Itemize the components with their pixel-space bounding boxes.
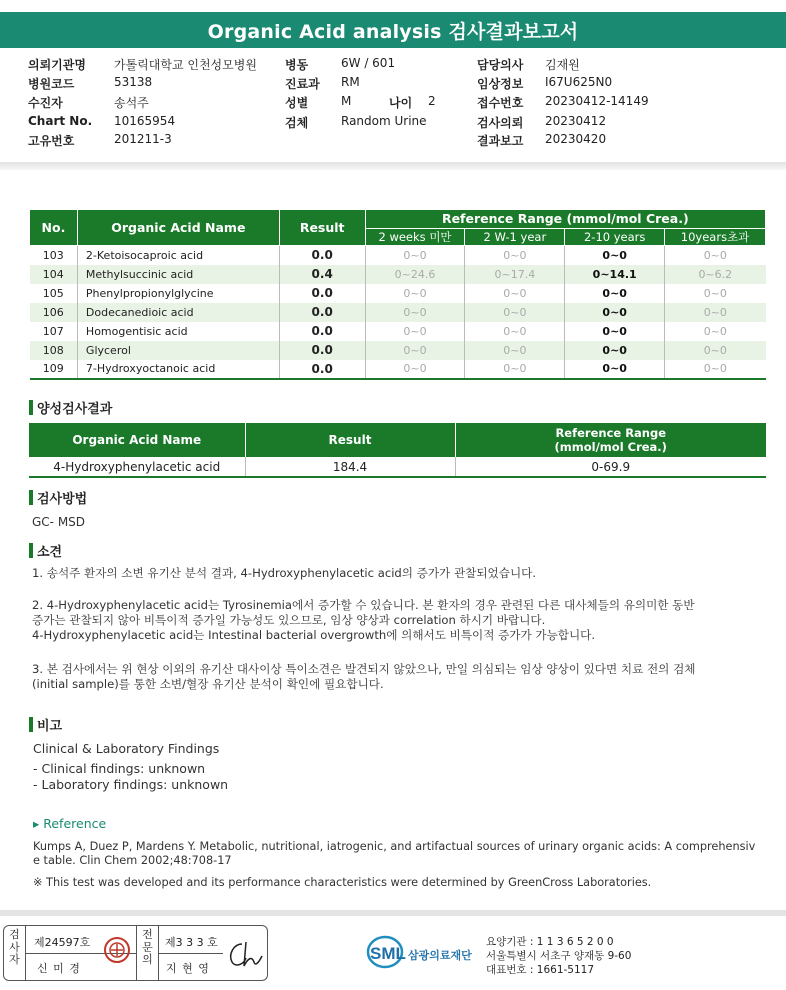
info-label: 접수번호 — [477, 96, 524, 110]
cell-ref: 0~0 — [465, 341, 565, 360]
findings-section-heading — [29, 541, 62, 560]
cell-result: 0.0 — [279, 246, 365, 265]
method-section-heading — [29, 488, 87, 507]
info-label: 나이 — [389, 96, 413, 110]
lab-line: 요양기관 : 1 1 3 6 5 2 0 0 — [486, 936, 614, 948]
remarks-text — [33, 741, 228, 793]
findings-line: 증가는 관찰되지 않아 비특이적 증가일 가능성도 있으므로, 임상 양상과 correlation 하시기 바랍니다. — [32, 613, 546, 627]
table-row — [30, 303, 766, 322]
cell-ref: 0~0 — [703, 286, 727, 300]
section-marker — [29, 490, 33, 505]
cell-no: 109 — [30, 360, 78, 379]
findings-p2 — [32, 598, 762, 643]
divider — [159, 953, 223, 954]
section-marker — [29, 717, 33, 732]
findings-line: (initial sample)를 통한 소변/혈장 유기산 분석이 확인에 필요합니다. — [32, 677, 384, 691]
cell-ref: 0~0 — [465, 246, 565, 265]
info-value: I67U625N0 — [545, 75, 613, 89]
cell-result: 0.0 — [279, 322, 365, 341]
cell-ref: 0~0 — [703, 324, 727, 338]
cell-ref: 0-69.9 — [455, 457, 766, 477]
approver-label — [137, 926, 159, 980]
ref-col-header: 2 W-1 year — [465, 228, 565, 246]
cell-result: 0.0 — [279, 284, 365, 303]
footer-separator — [0, 910, 786, 916]
info-label: 의뢰기관명 — [28, 58, 86, 72]
signature-box — [3, 925, 268, 981]
section-marker — [29, 543, 33, 558]
cell-result: 184.4 — [245, 457, 455, 477]
remarks-section-heading — [29, 715, 62, 734]
lab-logo — [366, 933, 478, 973]
cell-ref: 0~17.4 — [465, 265, 565, 284]
ref-header-line: Reference Range — [555, 426, 667, 440]
info-label: 진료과 — [285, 77, 320, 91]
cell-ref: 0~0 — [365, 284, 465, 303]
lab-info — [486, 935, 631, 977]
findings-line: 2. 4-Hydroxyphenylacetic acid는 Tyrosinemia에서 증가할 수 있습니다. 본 환자의 경우 관련된 다른 대사체들의 유의미한 동반 — [32, 598, 695, 612]
cell-name: Methylsuccinic acid — [77, 265, 279, 284]
reference-line: e table. Clin Chem 2002;48:708-17 — [33, 854, 232, 867]
findings-line: 3. 본 검사에서는 위 현상 이외의 유기산 대사이상 특이소견은 발견되지 않았으나, 만일 의심되는 임상 양상이 있다면 치료 전의 검체 — [32, 662, 696, 676]
info-label: 고유번호 — [28, 134, 75, 148]
cell-ref: 0~0 — [465, 360, 565, 379]
cell-result: 0.4 — [279, 265, 365, 284]
table-row — [30, 246, 766, 265]
info-value: M — [341, 94, 352, 108]
results-table — [29, 209, 766, 380]
cell-ref: 0~0 — [365, 322, 465, 341]
info-value: 가톨릭대학교 인천성모병원 — [114, 58, 257, 72]
header-separator — [0, 162, 786, 170]
cell-ref: 0~14.1 — [565, 265, 665, 284]
cell-ref: 0~0 — [465, 303, 565, 322]
table-row — [30, 341, 766, 360]
section-title: 소견 — [37, 545, 63, 560]
table-row — [30, 322, 766, 341]
cell-name: 7-Hydroxyoctanoic acid — [77, 360, 279, 379]
remarks-line: Clinical & Laboratory Findings — [33, 741, 220, 756]
cell-no: 105 — [30, 284, 78, 303]
cell-ref: 0~0 — [565, 303, 665, 322]
cell-ref: 0~0 — [665, 360, 766, 379]
info-value: 6W / 601 — [341, 56, 396, 70]
info-label: 결과보고 — [477, 134, 524, 148]
remarks-line: - Clinical findings: unknown — [33, 761, 206, 776]
table-row — [29, 457, 766, 477]
approver-label-text: 전문의 — [142, 928, 153, 966]
info-value: 53138 — [114, 75, 153, 89]
report-title: Organic Acid analysis 검사결과보고서 — [0, 12, 786, 48]
info-value: 김재원 — [545, 58, 580, 72]
approver-signature-icon — [224, 936, 266, 978]
info-value: 10165954 — [114, 114, 176, 128]
info-label: 수진자 — [28, 96, 63, 110]
reference-line: Kumps A, Duez P, Mardens Y. Metabolic, nutritional, iatrogenic, and artifactual sources of urinary organic acids: A comprehensiv — [33, 840, 756, 853]
info-value: RM — [341, 75, 360, 89]
cell-name: Homogentisic acid — [77, 322, 279, 341]
logo-mark-text: SML — [370, 944, 406, 963]
ref-col-header: 2 weeks 미만 — [365, 228, 465, 246]
findings-p1: 1. 송석주 환자의 소변 유기산 분석 결과, 4-Hydroxyphenylacetic acid의 증가가 관찰되었습니다. — [32, 566, 537, 580]
tester-seal-icon — [103, 936, 131, 968]
info-label: 병원코드 — [28, 77, 75, 91]
ref-col-header: 10years초과 — [665, 228, 766, 246]
reference-note: ※ This test was developed and its performance characteristics were determined by GreenCross Laboratories. — [33, 876, 652, 889]
info-label: 성별 — [285, 96, 309, 110]
cell-ref: 0~24.6 — [365, 265, 465, 284]
cell-ref: 0~6.2 — [665, 265, 766, 284]
info-label: Chart No. — [28, 114, 93, 128]
cell-ref: 0~0 — [665, 341, 766, 360]
remarks-line: - Laboratory findings: unknown — [33, 777, 229, 792]
cell-ref: 0~0 — [565, 322, 665, 341]
section-title: 검사방법 — [37, 492, 88, 507]
ref-col-header: 2-10 years — [565, 228, 665, 246]
lab-line: 대표번호 : 1661-5117 — [486, 964, 595, 976]
findings-p3 — [32, 662, 762, 692]
findings-line: 4-Hydroxyphenylacetic acid는 Intestinal bacterial overgrowth에 의해서도 비특이적 증가가 가능합니다. — [32, 628, 596, 642]
cell-name: 4-Hydroxyphenylacetic acid — [29, 457, 245, 477]
col-header-name: Organic Acid Name — [77, 210, 279, 246]
info-label: 병동 — [285, 58, 309, 72]
lab-line: 서울특별시 서초구 양재동 9-60 — [486, 950, 632, 962]
cell-ref: 0~0 — [465, 284, 565, 303]
info-label: 담당의사 — [477, 58, 524, 72]
cell-result: 0.0 — [279, 360, 365, 379]
table-row — [30, 360, 766, 379]
col-header-no: No. — [30, 210, 78, 246]
cell-ref: 0~0 — [365, 341, 465, 360]
positive-results-table — [29, 423, 766, 478]
table-row — [30, 284, 766, 303]
tester-name: 신 미 경 — [37, 962, 81, 975]
cell-ref: 0~0 — [365, 360, 465, 379]
cell-ref: 0~0 — [565, 360, 665, 379]
cell-name: 2-Ketoisocaproic acid — [77, 246, 279, 265]
cell-no: 107 — [30, 322, 78, 341]
section-title: 양성검사결과 — [37, 402, 113, 417]
cell-no: 104 — [30, 265, 78, 284]
cell-name: Dodecanedioic acid — [77, 303, 279, 322]
col-header-reference — [455, 423, 766, 457]
cell-ref: 0~0 — [665, 303, 766, 322]
approver-license: 제3 3 3 호 — [165, 936, 218, 949]
cell-name: Phenylpropionylglycine — [77, 284, 279, 303]
info-value: 20230420 — [545, 132, 607, 146]
info-value: 20230412-14149 — [545, 94, 649, 108]
cell-ref: 0~0 — [565, 341, 665, 360]
cell-ref: 0~0 — [365, 303, 465, 322]
col-header-reference: Reference Range (mmol/mol Crea.) — [365, 210, 765, 229]
col-header-result: Result — [279, 210, 365, 246]
cell-no: 108 — [30, 341, 78, 360]
section-marker — [29, 400, 33, 415]
info-value: 20230412 — [545, 114, 607, 128]
tester-license: 제24597호 — [34, 936, 91, 949]
info-value: 201211-3 — [114, 132, 172, 146]
positive-section-heading — [29, 398, 112, 417]
cell-no: 106 — [30, 303, 78, 322]
approver-name: 지 현 영 — [166, 962, 210, 975]
tester-label — [4, 926, 26, 980]
info-label: 검사의뢰 — [477, 116, 524, 130]
cell-no: 103 — [30, 246, 78, 265]
col-header-result: Result — [245, 423, 455, 457]
cell-ref: 0~0 — [703, 248, 727, 262]
cell-ref: 0~0 — [465, 322, 565, 341]
reference-heading: ▸ Reference — [33, 816, 107, 831]
logo-name-text: 삼광의료재단 — [408, 949, 472, 962]
info-value: Random Urine — [341, 114, 427, 128]
info-label: 임상정보 — [477, 77, 524, 91]
cell-ref: 0~0 — [565, 284, 665, 303]
section-title: 비고 — [37, 719, 63, 734]
cell-name: Glycerol — [77, 341, 279, 360]
reference-citation — [33, 840, 758, 868]
tester-label-text: 검사자 — [9, 928, 20, 966]
cell-result: 0.0 — [279, 303, 365, 322]
ref-header-line: (mmol/mol Crea.) — [554, 440, 667, 454]
info-value: 송석주 — [114, 96, 149, 110]
table-row — [30, 265, 766, 284]
cell-result: 0.0 — [279, 341, 365, 360]
info-value: 2 — [428, 94, 436, 108]
cell-ref: 0~0 — [565, 246, 665, 265]
method-text: GC- MSD — [32, 515, 86, 529]
info-label: 검체 — [285, 116, 309, 130]
col-header-name: Organic Acid Name — [29, 423, 245, 457]
cell-ref: 0~0 — [365, 246, 465, 265]
